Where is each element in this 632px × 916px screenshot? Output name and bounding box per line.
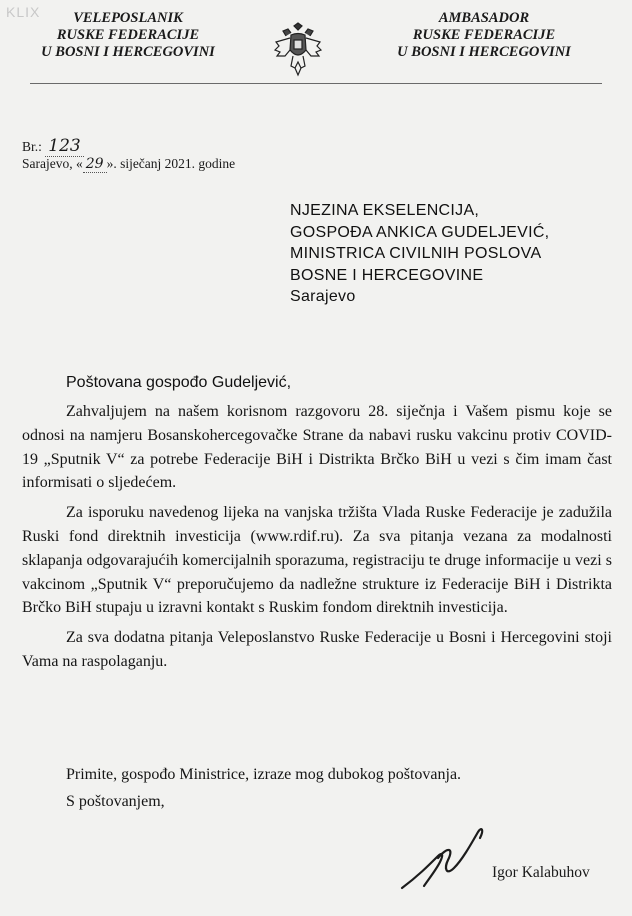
header-right-line: RUSKE FEDERACIJE xyxy=(412,27,556,43)
header-left-line: U BOSNI I HERCEGOVINI xyxy=(41,44,215,60)
paragraph: Za sva dodatna pitanja Veleposlanstvo Ruske Federacije u Bosni i Hercegovini stoji Vama na raspolaganju. xyxy=(22,629,612,670)
closing-regards: S poštovanjem, xyxy=(66,793,165,810)
recipient-block xyxy=(290,200,549,308)
header-left xyxy=(28,10,228,61)
recipient-line: MINISTRICA CIVILNIH POSLOVA xyxy=(290,245,542,262)
handwritten-signature xyxy=(398,818,498,898)
date-prefix: Sarajevo, « xyxy=(22,156,83,171)
double-headed-eagle-emblem-icon xyxy=(273,20,323,80)
date-day: 29 xyxy=(83,156,107,173)
header-right xyxy=(384,10,584,61)
header-right-line: U BOSNI I HERCEGOVINI xyxy=(397,44,571,60)
header-left-line: RUSKE FEDERACIJE xyxy=(56,27,200,43)
header-right-line: AMBASADOR xyxy=(438,10,530,26)
reference-number-value: 123 xyxy=(45,136,83,157)
header-divider xyxy=(30,83,602,84)
reference-number-label: Br.: xyxy=(22,139,42,154)
date-suffix: ». siječanj 2021. godine xyxy=(106,156,236,171)
header-left-line: VELEPOSLANIK xyxy=(73,10,183,26)
letter-body xyxy=(22,400,612,674)
recipient-line: BOSNE I HERCEGOVINE xyxy=(290,266,484,284)
recipient-line: NJEZINA EKSELENCIJA, xyxy=(290,202,480,219)
reference-number xyxy=(22,136,84,157)
salutation: Poštovana gospođo Gudeljević, xyxy=(66,374,292,391)
closing-phrase: Primite, gospođo Ministrice, izraze mog dubokog poštovanja. xyxy=(66,766,462,783)
recipient-line: Sarajevo xyxy=(290,288,356,305)
paragraph: Zahvaljujem na našem korisnom razgovoru 28. siječnja i Vašem pismu koje se odnosi na namjeru Bosanskohercegovačke Strane da nabavi rusku vakcinu protiv COVID-19 „Sputnik V“ za potrebe Federacije BiH i Distrikta Brčko BiH u vezi s čim imam čast informisati o sljedećem. xyxy=(22,403,612,492)
watermark: KLIX xyxy=(6,4,41,20)
paragraph: Za isporuku navedenog lijeka na vanjska tržišta Vlada Ruske Federacije je zadužila Ruski fond direktnih investicija (www.rdif.ru). Za sva pitanja vezana za modalnosti sklapanja odgovarajućih komercijalnih sporazuma, registraciju te druge informacije u vezi s vakcinom „Sputnik V“ preporučujemo da nadležne strukture iz Federacije BiH i Distrikta Brčko BiH stupaju u izravni kontakt s Ruskim fondom direktnih investicija. xyxy=(22,504,612,617)
reference-date xyxy=(22,156,235,173)
signer-name: Igor Kalabuhov xyxy=(492,864,590,881)
recipient-line: GOSPOĐA ANKICA GUDELJEVIĆ, xyxy=(290,223,550,241)
